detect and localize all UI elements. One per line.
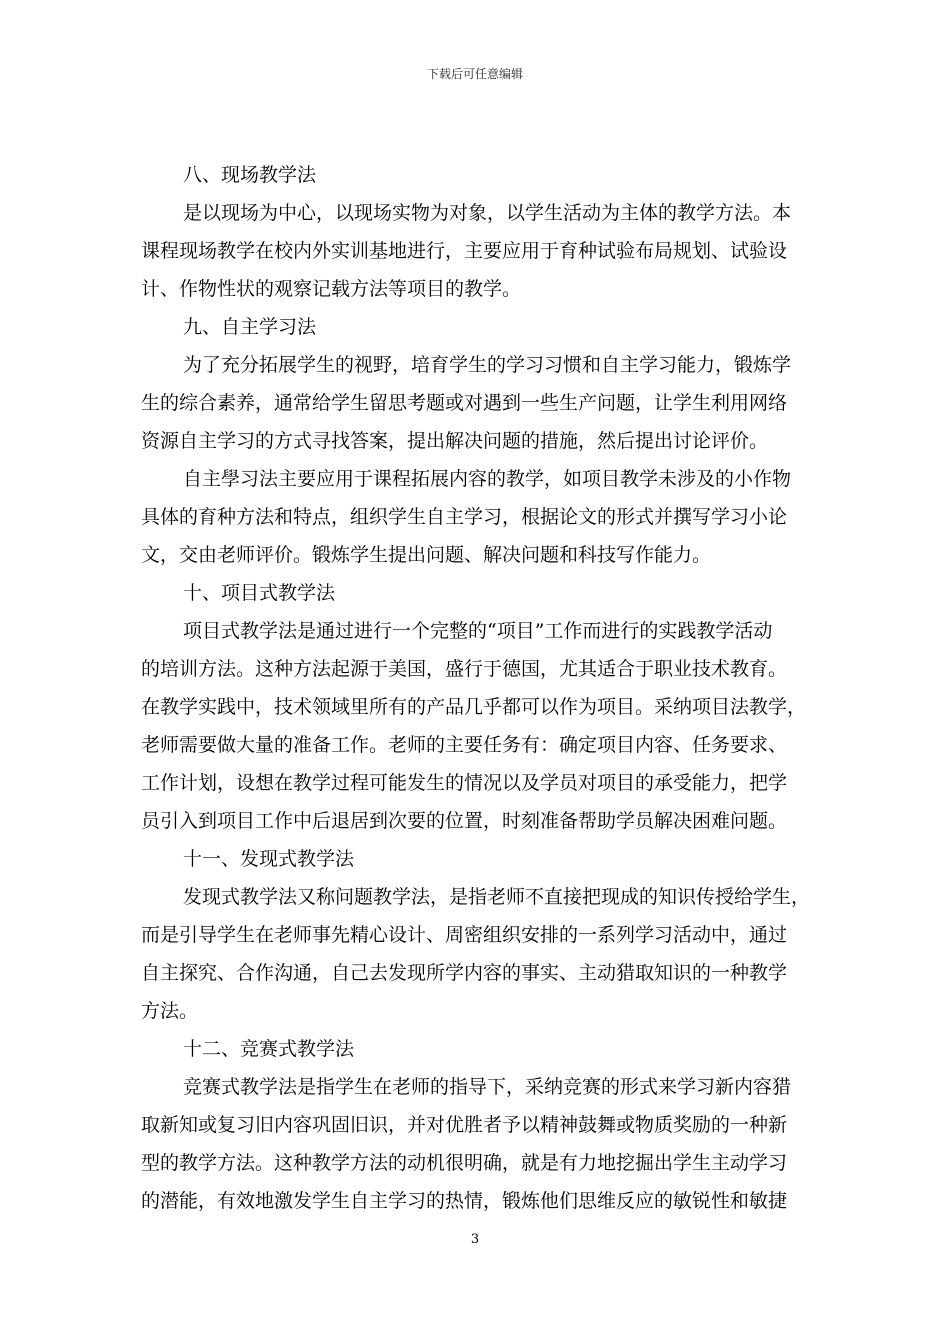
paragraph-line: 而是引导学生在老师事先精心设计、周密组织安排的一系列学习活动中，通过 bbox=[141, 924, 788, 946]
paragraph-line: 文，交由老师评价。锻炼学生提出问题、解决问题和科技写作能力。 bbox=[141, 544, 712, 566]
paragraph-line: 方法。 bbox=[141, 1000, 199, 1022]
paragraph-line: 自主學习法主要应用于课程拓展内容的教学，如项目教学未涉及的小作物 bbox=[183, 468, 792, 490]
paragraph-line: 型的教学方法。这种教学方法的动机很明确，就是有力地挖掘出学生主动学习 bbox=[141, 1152, 788, 1174]
paragraph-line: 的潜能，有效地激发学生自主学习的热情，锻炼他们思维反应的敏锐性和敏捷 bbox=[141, 1190, 788, 1212]
paragraph-line: 具体的育种方法和特点，组织学生自主学习，根据论文的形式并撰写学习小论 bbox=[141, 506, 788, 528]
section-heading-9: 九、自主学习法 bbox=[183, 316, 317, 338]
document-body bbox=[141, 156, 811, 1220]
paragraph-line: 资源自主学习的方式寻找答案，提出解决问题的措施，然后提出讨论评价。 bbox=[141, 430, 769, 452]
paragraph-line: 员引入到项目工作中后退居到次要的位置，时刻准备帮助学员解决困难问题。 bbox=[141, 810, 788, 832]
paragraph-line: 的培训方法。这种方法起源于美国，盛行于德国，尤其适合于职业技术教育。 bbox=[141, 658, 788, 680]
section-heading-11: 十一、发现式教学法 bbox=[183, 848, 355, 870]
paragraph-line: 取新知或复习旧内容巩固旧识，并对优胜者予以精神鼓舞或物质奖励的一种新 bbox=[141, 1114, 788, 1136]
paragraph-line: 在教学实践中，技术领域里所有的产品几乎都可以作为项目。采纳项目法教学， bbox=[141, 696, 807, 718]
paragraph-line: 自主探究、合作沟通，自己去发现所学内容的事实、主动猎取知识的一种教学 bbox=[141, 962, 788, 984]
paragraph-line: 老师需要做大量的准备工作。老师的主要任务有：确定项目内容、任务要求、 bbox=[141, 734, 788, 756]
paragraph-line: 竞赛式教学法是指学生在老师的指导下，采纳竞赛的形式来学习新内容猎 bbox=[183, 1076, 792, 1098]
paragraph-line: 是以现场为中心，以现场实物为对象，以学生活动为主体的教学方法。本 bbox=[183, 202, 792, 224]
paragraph-line: 生的综合素养，通常给学生留思考题或对遇到一些生产问题，让学生利用网络 bbox=[141, 392, 788, 414]
paragraph-line: 工作计划，设想在教学过程可能发生的情况以及学员对项目的承受能力，把学 bbox=[141, 772, 788, 794]
download-note: 下载后可任意编辑 bbox=[426, 67, 523, 81]
section-heading-10: 十、项目式教学法 bbox=[183, 582, 336, 604]
paragraph-line: 为了充分拓展学生的视野，培育学生的学习习惯和自主学习能力，锻炼学 bbox=[183, 354, 792, 376]
paragraph-line: 计、作物性状的观察记载方法等项目的教学。 bbox=[141, 278, 522, 300]
paragraph-line: 项目式教学法是通过进行一个完整的“项目”工作而进行的实践教学活动 bbox=[183, 620, 773, 642]
section-heading-8: 八、现场教学法 bbox=[183, 164, 317, 186]
section-heading-12: 十二、竞赛式教学法 bbox=[183, 1038, 355, 1060]
page-number: 3 bbox=[470, 1232, 480, 1247]
paragraph-line: 发现式教学法又称问题教学法，是指老师不直接把现成的知识传授给学生， bbox=[183, 886, 811, 908]
paragraph-line: 课程现场教学在校内外实训基地进行，主要应用于育种试验布局规划、试验设 bbox=[141, 240, 788, 262]
